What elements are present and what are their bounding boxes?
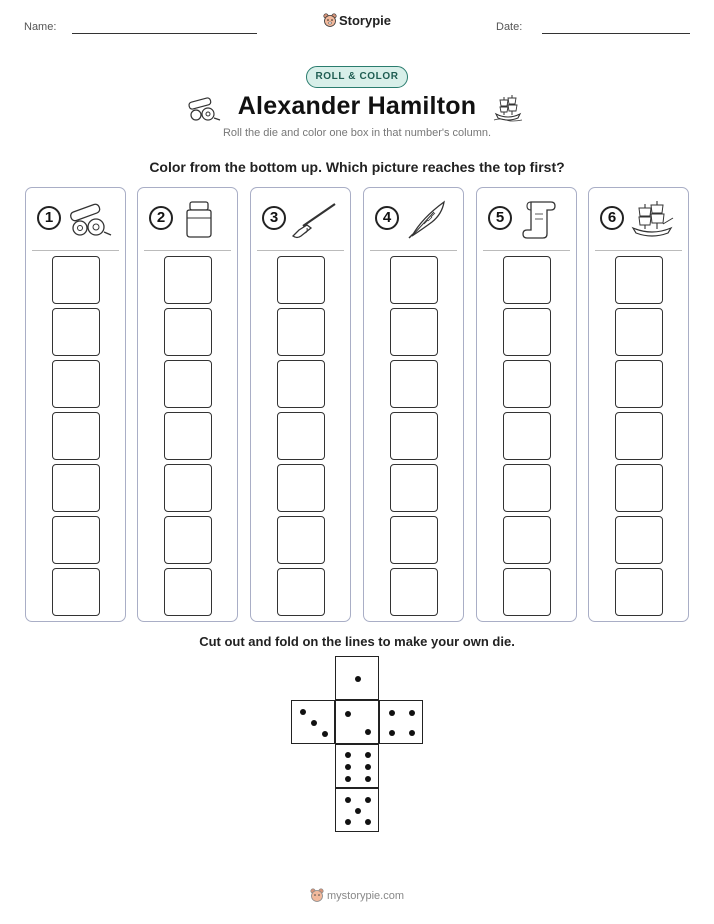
color-box[interactable] [615, 360, 663, 408]
die-pip [389, 710, 395, 716]
die-pip [345, 764, 351, 770]
die-pip [355, 808, 361, 814]
die-face-4 [379, 700, 423, 744]
color-box[interactable] [277, 256, 325, 304]
column-divider [257, 250, 344, 251]
footer [0, 888, 714, 902]
die-pip [365, 752, 371, 758]
bear-icon [323, 13, 337, 27]
color-box[interactable] [615, 464, 663, 512]
color-box[interactable] [52, 516, 100, 564]
column-3 [250, 187, 351, 622]
quill-icon [404, 198, 450, 240]
die-pip [355, 676, 361, 682]
die-face-3 [291, 700, 335, 744]
color-box[interactable] [390, 412, 438, 460]
subtitle: Roll the die and color one box in that number's column. [222, 127, 492, 139]
footer-url[interactable]: mystorypie.com [326, 890, 405, 902]
die-pip [311, 720, 317, 726]
column-5 [476, 187, 577, 622]
logo [0, 13, 714, 28]
color-box[interactable] [52, 568, 100, 616]
color-box[interactable] [164, 568, 212, 616]
musket-icon [291, 198, 337, 240]
date-label: Date: [496, 21, 523, 33]
color-box[interactable] [52, 360, 100, 408]
column-number: 5 [488, 206, 512, 230]
column-divider [370, 250, 457, 251]
color-box[interactable] [164, 412, 212, 460]
color-box[interactable] [164, 360, 212, 408]
name-label: Name: [24, 21, 57, 33]
color-box[interactable] [277, 308, 325, 356]
die-pip [365, 729, 371, 735]
color-box[interactable] [390, 464, 438, 512]
color-box[interactable] [52, 308, 100, 356]
color-box[interactable] [277, 412, 325, 460]
color-box[interactable] [503, 256, 551, 304]
column-number: 4 [375, 206, 399, 230]
die-pip [345, 819, 351, 825]
column-divider [595, 250, 682, 251]
inkwell-icon [178, 198, 224, 240]
cannon-icon [66, 198, 112, 240]
column-2 [137, 187, 238, 622]
color-box[interactable] [164, 516, 212, 564]
color-box[interactable] [615, 256, 663, 304]
die-pip [345, 711, 351, 717]
color-box[interactable] [390, 568, 438, 616]
date-line[interactable] [542, 33, 690, 34]
color-box[interactable] [503, 464, 551, 512]
column-6 [588, 187, 689, 622]
die-face-5 [335, 788, 379, 832]
die-pip [345, 776, 351, 782]
color-box[interactable] [277, 360, 325, 408]
column-number: 1 [37, 206, 61, 230]
die-pip [409, 710, 415, 716]
color-box[interactable] [277, 516, 325, 564]
die-pip [389, 730, 395, 736]
color-box[interactable] [503, 568, 551, 616]
color-box[interactable] [503, 360, 551, 408]
die-pip [345, 752, 351, 758]
ship-icon [492, 92, 524, 124]
die-pip [365, 819, 371, 825]
color-box[interactable] [164, 464, 212, 512]
column-divider [32, 250, 119, 251]
column-number: 2 [149, 206, 173, 230]
die-pip [365, 764, 371, 770]
color-box[interactable] [277, 568, 325, 616]
color-box[interactable] [503, 308, 551, 356]
color-box[interactable] [390, 516, 438, 564]
die-face-6 [335, 744, 379, 788]
color-box[interactable] [390, 308, 438, 356]
die-face-2 [335, 700, 379, 744]
instruction-text: Color from the bottom up. Which picture reaches the top first? [149, 159, 565, 175]
color-box[interactable] [615, 516, 663, 564]
die-pip [365, 797, 371, 803]
color-box[interactable] [615, 412, 663, 460]
color-box[interactable] [164, 256, 212, 304]
column-number: 6 [600, 206, 624, 230]
ship-icon [629, 198, 675, 240]
color-box[interactable] [277, 464, 325, 512]
die-pip [345, 797, 351, 803]
color-box[interactable] [390, 256, 438, 304]
color-box[interactable] [615, 568, 663, 616]
die-pip [409, 730, 415, 736]
name-line[interactable] [72, 33, 257, 34]
page-title: Alexander Hamilton [237, 92, 477, 120]
color-box[interactable] [615, 308, 663, 356]
category-badge: ROLL & COLOR [306, 66, 408, 88]
column-divider [483, 250, 570, 251]
color-box[interactable] [52, 256, 100, 304]
die-pip [365, 776, 371, 782]
color-box[interactable] [164, 308, 212, 356]
color-box[interactable] [503, 412, 551, 460]
color-box[interactable] [390, 360, 438, 408]
column-4 [363, 187, 464, 622]
die-face-1 [335, 656, 379, 700]
cut-instruction: Cut out and fold on the lines to make your own die. [199, 634, 515, 649]
die-pip [322, 731, 328, 737]
column-1 [25, 187, 126, 622]
color-box[interactable] [52, 464, 100, 512]
color-box[interactable] [52, 412, 100, 460]
column-number: 3 [262, 206, 286, 230]
scroll-icon [517, 198, 563, 240]
logo-text: Storypie [338, 13, 391, 28]
bear-icon [310, 888, 324, 902]
die-pip [300, 709, 306, 715]
column-divider [144, 250, 231, 251]
color-box[interactable] [503, 516, 551, 564]
